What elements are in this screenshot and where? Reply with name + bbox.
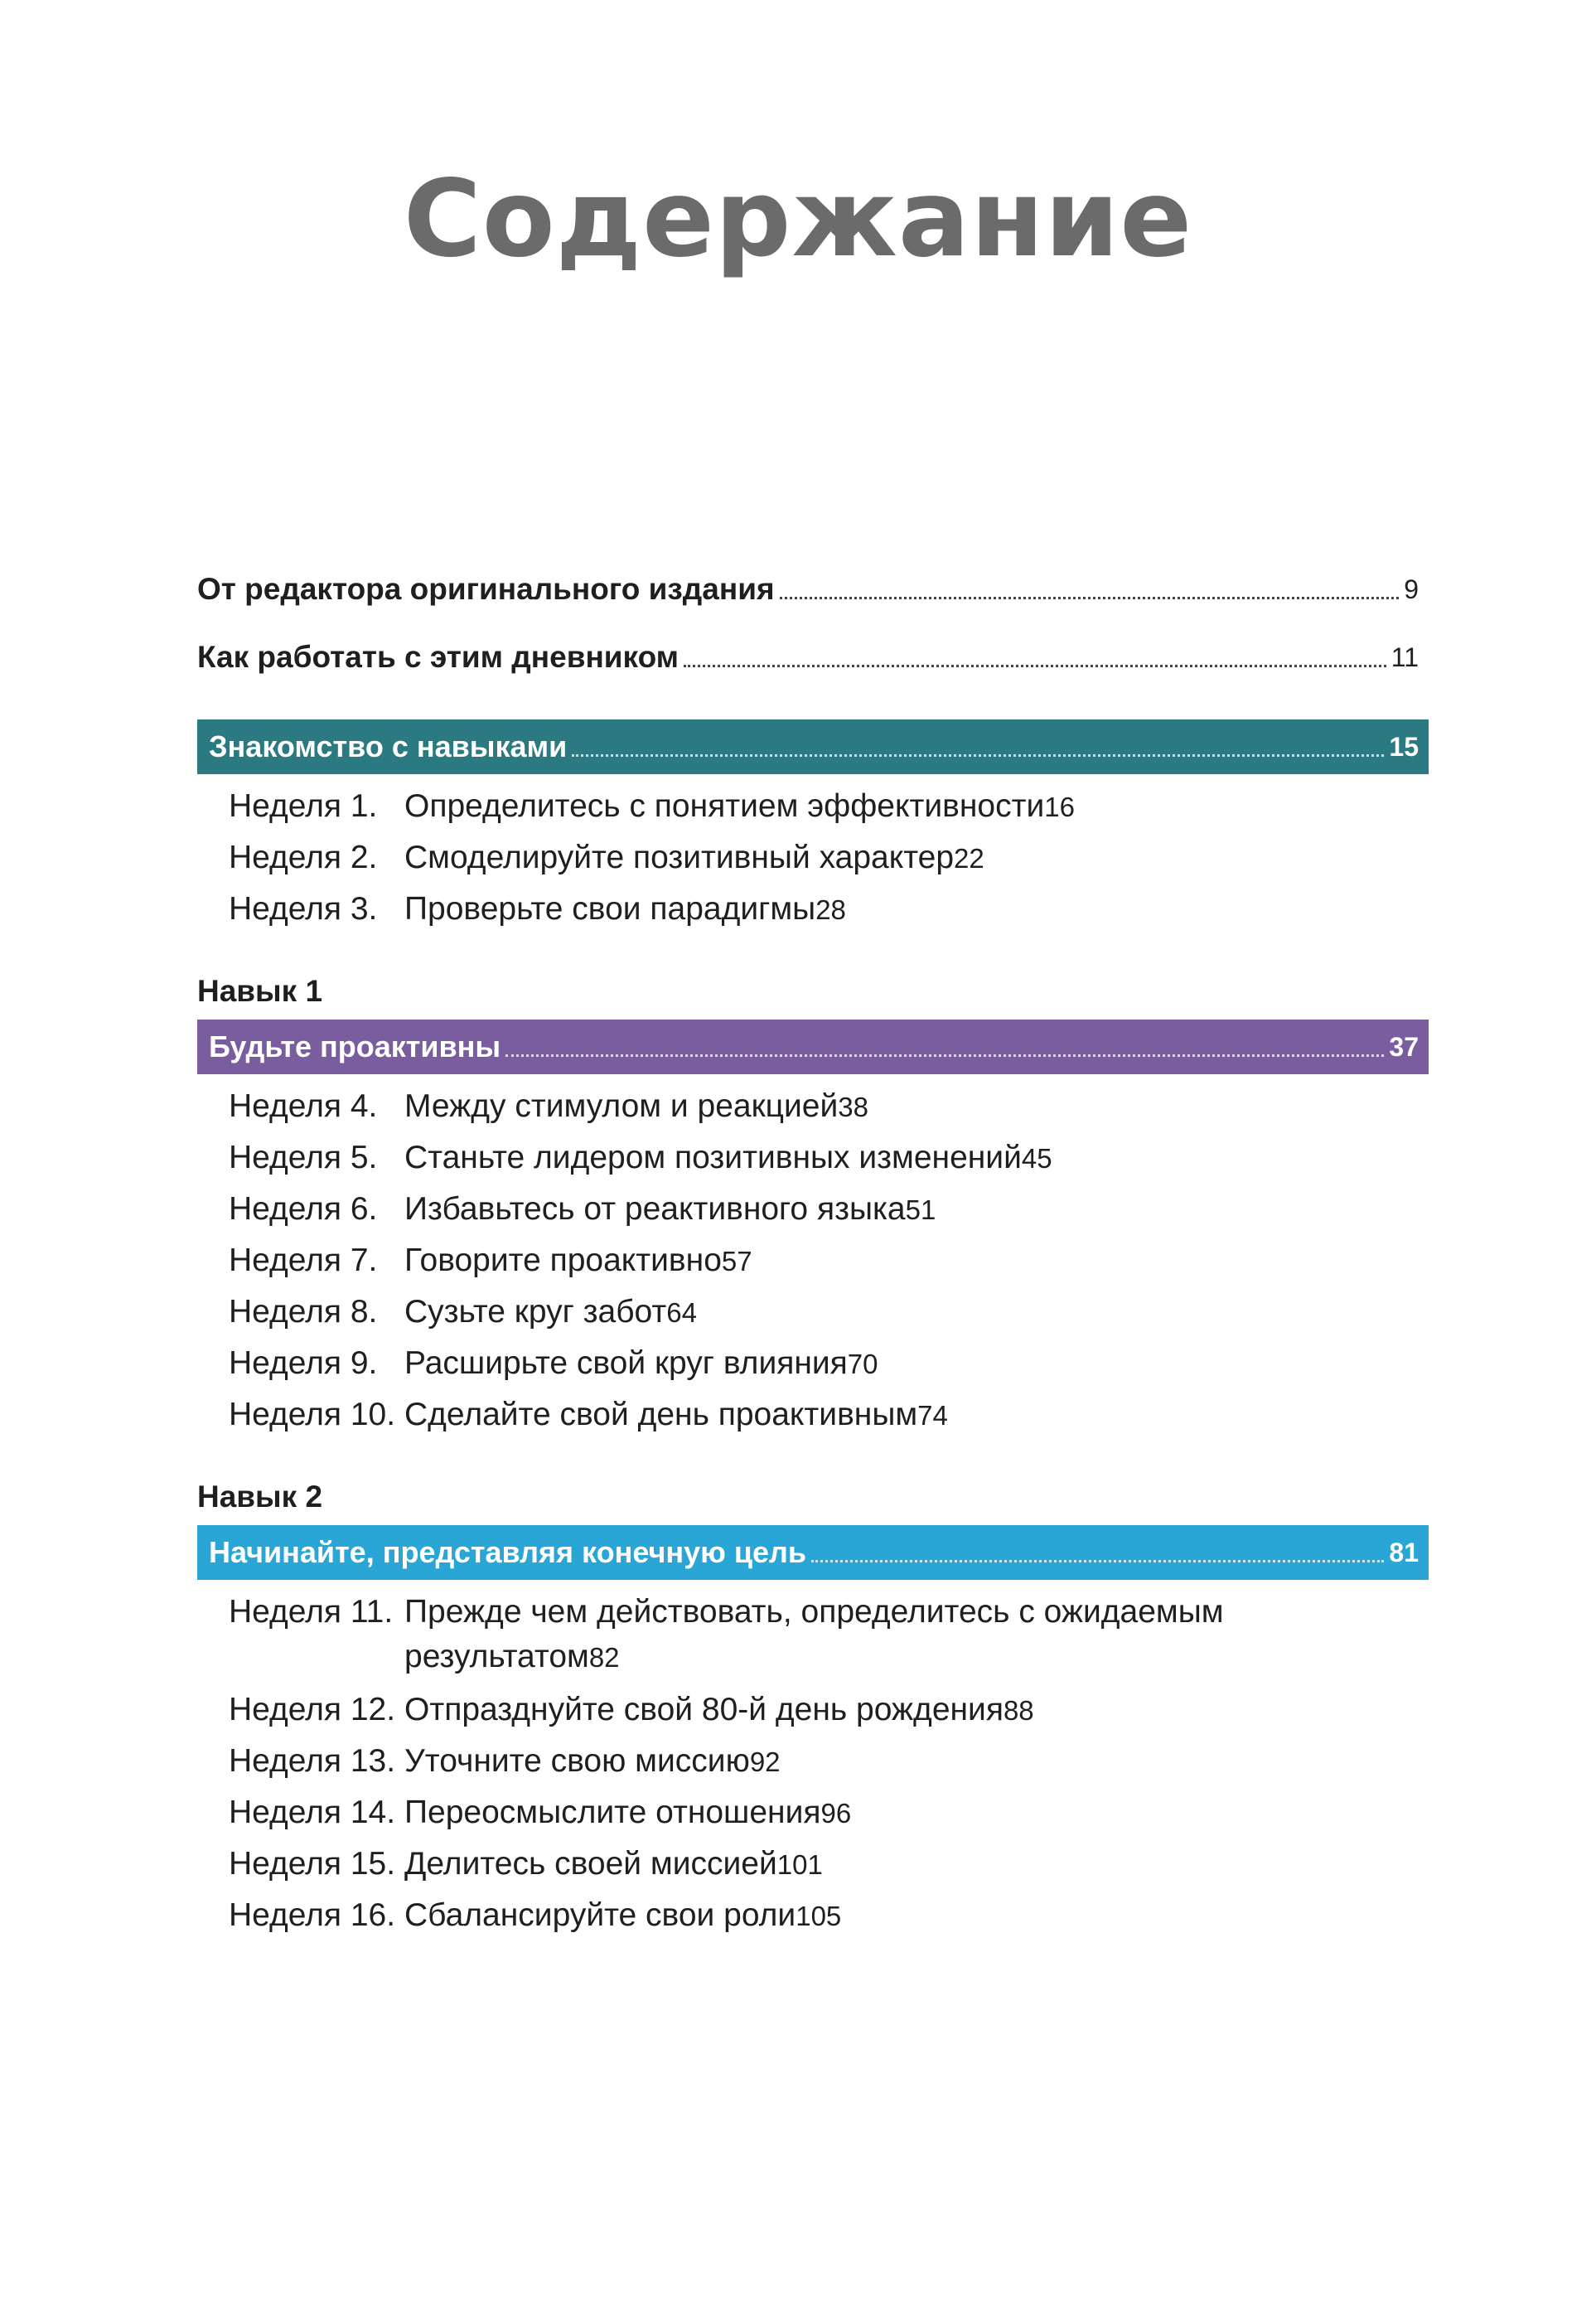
toc-entry-title: От редактора оригинального издания [197, 572, 775, 606]
toc-entry[interactable] [197, 832, 1429, 884]
week-label: Неделя 4. [229, 1088, 378, 1124]
toc-entry-editor-note[interactable] [197, 555, 1429, 623]
section-page: 81 [1389, 1537, 1419, 1567]
entry-title: Переосмыслите отношения [404, 1795, 821, 1830]
week-label: Неделя 14. [229, 1795, 396, 1830]
toc-entry[interactable] [197, 781, 1429, 832]
dot-leader [572, 754, 1384, 757]
toc-entry[interactable] [197, 1286, 1429, 1338]
entry-page: 51 [905, 1194, 936, 1225]
entry-title: Сделайте свой день проактивным [404, 1397, 918, 1432]
dot-leader [811, 1560, 1384, 1562]
skill-label: Навык 2 [197, 1480, 323, 1514]
entry-page: 28 [815, 894, 846, 925]
toc-entry-how-to-use[interactable] [197, 623, 1429, 691]
entry-page: 101 [776, 1849, 823, 1880]
entry-title-continuation: результатом [404, 1639, 589, 1674]
section-heading-bar[interactable] [197, 1020, 1429, 1074]
table-of-contents [197, 555, 1429, 1941]
entry-page: 16 [1044, 792, 1075, 822]
week-label: Неделя 1. [229, 788, 378, 824]
section-heading-bar[interactable] [197, 719, 1429, 774]
entry-title: Избавьтесь от реактивного языка [404, 1191, 906, 1227]
entry-title: Между стимулом и реакцией [404, 1088, 839, 1124]
toc-entry[interactable] [197, 1235, 1429, 1286]
week-label: Неделя 11. [229, 1594, 394, 1630]
week-label: Неделя 10. [229, 1397, 396, 1432]
entry-page: 57 [721, 1246, 752, 1276]
section-title: Начинайте, представляя конечную цель [209, 1535, 807, 1569]
toc-section-habit-2 [197, 1469, 1429, 1941]
entry-title: Прежде чем действовать, определитесь с ожидаемым [404, 1594, 1224, 1630]
section-title: Будьте проактивны [209, 1029, 501, 1063]
entry-title: Делитесь своей миссией [404, 1846, 777, 1882]
section-entries [197, 1580, 1429, 1941]
entry-title: Говорите проактивно [404, 1243, 722, 1278]
entry-page: 22 [954, 843, 984, 874]
entry-page: 96 [820, 1798, 852, 1829]
toc-entry[interactable] [197, 1838, 1429, 1890]
week-label: Неделя 16. [229, 1897, 396, 1933]
entry-title: Определитесь с понятием эффективности [404, 788, 1045, 824]
week-label: Неделя 9. [229, 1345, 378, 1381]
section-heading-bar[interactable] [197, 1525, 1429, 1580]
dot-leader [505, 1054, 1384, 1057]
toc-entry[interactable] [197, 884, 1429, 935]
dot-leader [780, 597, 1400, 599]
entry-title: Смоделируйте позитивный характер [404, 840, 955, 875]
entry-page: 64 [666, 1297, 697, 1328]
week-label: Неделя 5. [229, 1140, 378, 1175]
entry-title: Станьте лидером позитивных изменений [404, 1140, 1022, 1175]
week-label: Неделя 2. [229, 840, 378, 875]
entry-page: 38 [838, 1092, 869, 1122]
week-label: Неделя 13. [229, 1743, 396, 1779]
entry-title: Сбалансируйте свои роли [404, 1897, 796, 1933]
section-entries [197, 774, 1429, 935]
entry-title: Расширьте свой круг влияния [404, 1345, 848, 1381]
entry-page: 74 [917, 1400, 948, 1431]
toc-section-intro-skills [197, 719, 1429, 935]
toc-entry[interactable] [197, 1081, 1429, 1132]
entry-page: 45 [1021, 1143, 1052, 1174]
dot-leader [684, 665, 1386, 667]
toc-entry[interactable] [197, 1736, 1429, 1787]
entry-page: 92 [749, 1746, 781, 1777]
section-page: 37 [1389, 1031, 1419, 1062]
toc-entry[interactable] [197, 1586, 1429, 1684]
toc-entry-page: 11 [1390, 642, 1419, 672]
toc-entry[interactable] [197, 1184, 1429, 1235]
section-page: 15 [1389, 731, 1419, 762]
toc-entry[interactable] [197, 1338, 1429, 1389]
entry-title: Отпразднуйте свой 80-й день рождения [404, 1692, 1004, 1727]
week-label: Неделя 8. [229, 1294, 378, 1330]
skill-label: Навык 1 [197, 974, 323, 1008]
week-label: Неделя 3. [229, 891, 378, 927]
page-title: Содержание [403, 157, 1193, 281]
toc-section-habit-1 [197, 963, 1429, 1441]
entry-title: Уточните свою миссию [404, 1743, 750, 1779]
entry-page: 70 [847, 1349, 878, 1379]
week-label: Неделя 7. [229, 1243, 378, 1278]
week-label: Неделя 12. [229, 1692, 396, 1727]
section-entries [197, 1074, 1429, 1441]
week-label: Неделя 15. [229, 1846, 396, 1882]
entry-page: 88 [1003, 1695, 1034, 1726]
toc-entry[interactable] [197, 1132, 1429, 1184]
entry-page: 105 [796, 1901, 842, 1931]
entry-title: Проверьте свои парадигмы [404, 891, 816, 927]
week-label: Неделя 6. [229, 1191, 378, 1227]
toc-entry[interactable] [197, 1787, 1429, 1838]
toc-entry[interactable] [197, 1389, 1429, 1441]
toc-entry[interactable] [197, 1684, 1429, 1736]
entry-title: Сузьте круг забот [404, 1294, 667, 1330]
toc-entry-title: Как работать с этим дневником [197, 640, 680, 674]
section-title: Знакомство с навыками [209, 729, 568, 763]
toc-entry[interactable] [197, 1890, 1429, 1941]
toc-entry-page: 9 [1404, 574, 1419, 604]
entry-page: 82 [588, 1642, 620, 1673]
